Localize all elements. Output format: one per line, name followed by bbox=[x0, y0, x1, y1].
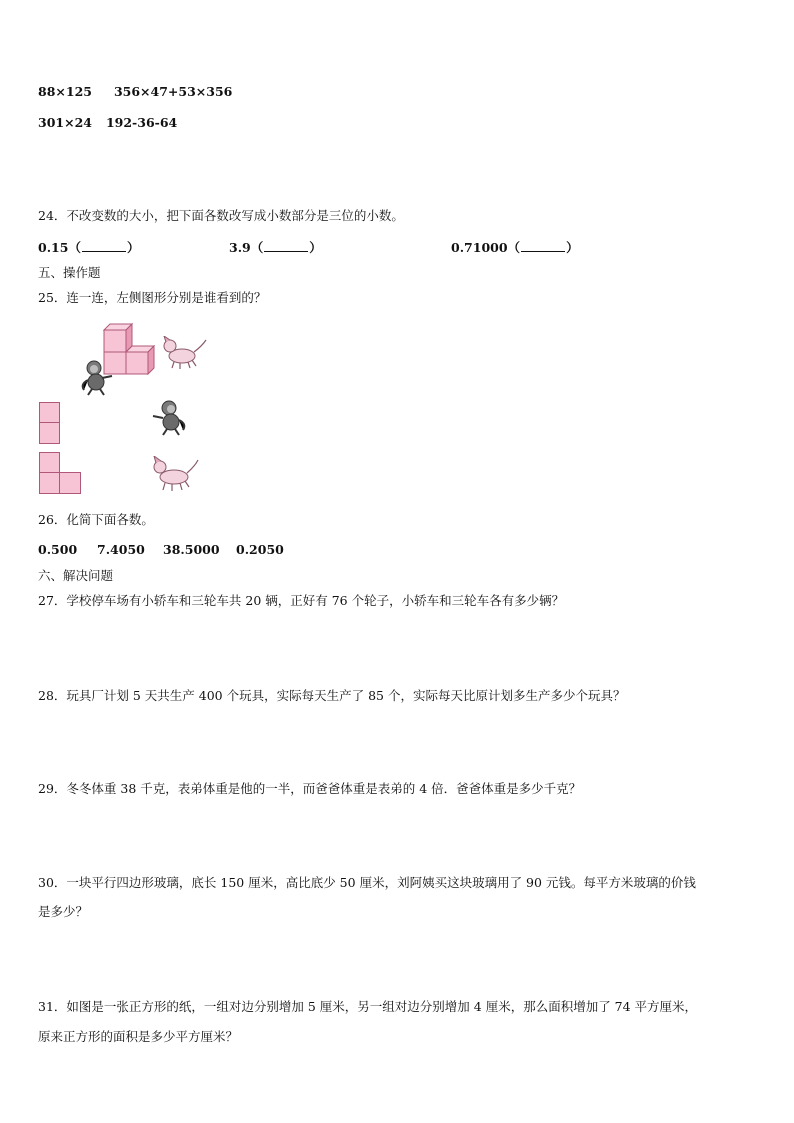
dog-icon bbox=[150, 456, 200, 496]
q26-item: 7.4050 bbox=[97, 542, 145, 557]
answer-blank[interactable] bbox=[521, 240, 565, 252]
section-heading-6: 六、解决问题 bbox=[38, 568, 114, 583]
calc-row-1 bbox=[38, 84, 232, 100]
view-shape-1 bbox=[39, 402, 99, 444]
q24-item-2: 3.9（ ） bbox=[229, 240, 322, 255]
calc-expr: 192-36-64 bbox=[105, 115, 178, 130]
q29-text: 29．冬冬体重 38 千克，表弟体重是他的一半，而爸爸体重是表弟的 4 倍．爸爸体重是多少千克？ bbox=[38, 781, 582, 796]
q26-item: 0.2050 bbox=[236, 542, 284, 557]
answer-blank[interactable] bbox=[82, 240, 126, 252]
q30-line-2: 是多少？ bbox=[38, 904, 89, 919]
view-shape-2 bbox=[39, 452, 99, 494]
q26-item: 0.500 bbox=[38, 542, 78, 557]
calc-expr: 301×24 bbox=[38, 115, 92, 130]
q31-line-1: 31．如图是一张正方形的纸，一组对边分别增加 5 厘米，另一组对边分别增加 4 厘米，那么面积增加了 74 平方厘米， bbox=[38, 999, 698, 1014]
calc-row-2 bbox=[38, 115, 177, 131]
q31-line-2: 原来正方形的面积是多少平方厘米？ bbox=[38, 1029, 239, 1044]
q24-item-1: 0.15（ ） bbox=[38, 240, 140, 255]
q26-title: 26．化简下面各数。 bbox=[38, 512, 154, 527]
calc-expr: 356×47+53×356 bbox=[113, 84, 233, 99]
q30-line-1: 30．一块平行四边形玻璃，底长 150 厘米，高比底少 50 厘米，刘阿姨买这块玻璃用了 90 元钱。每平方米玻璃的价钱 bbox=[38, 875, 696, 890]
q25-title: 25．连一连，左侧图形分别是谁看到的？ bbox=[38, 290, 267, 305]
calc-expr: 88×125 bbox=[38, 84, 92, 99]
monkey-icon bbox=[151, 400, 191, 440]
q28-text: 28．玩具厂计划 5 天共生产 400 个玩具，实际每天生产了 85 个，实际每天比原计划多生产多少个玩具？ bbox=[38, 688, 626, 703]
answer-blank[interactable] bbox=[264, 240, 308, 252]
section-heading-5: 五、操作题 bbox=[38, 265, 101, 280]
q24-item-3: 0.71000（ ） bbox=[451, 240, 579, 255]
monkey-icon bbox=[78, 360, 118, 400]
dog-icon bbox=[160, 336, 208, 374]
q24-title: 24．不改变数的大小，把下面各数改写成小数部分是三位的小数。 bbox=[38, 208, 404, 223]
q26-item: 38.5000 bbox=[163, 542, 220, 557]
q27-text: 27．学校停车场有小轿车和三轮车共 20 辆，正好有 76 个轮子，小轿车和三轮车各有多少辆？ bbox=[38, 593, 565, 608]
